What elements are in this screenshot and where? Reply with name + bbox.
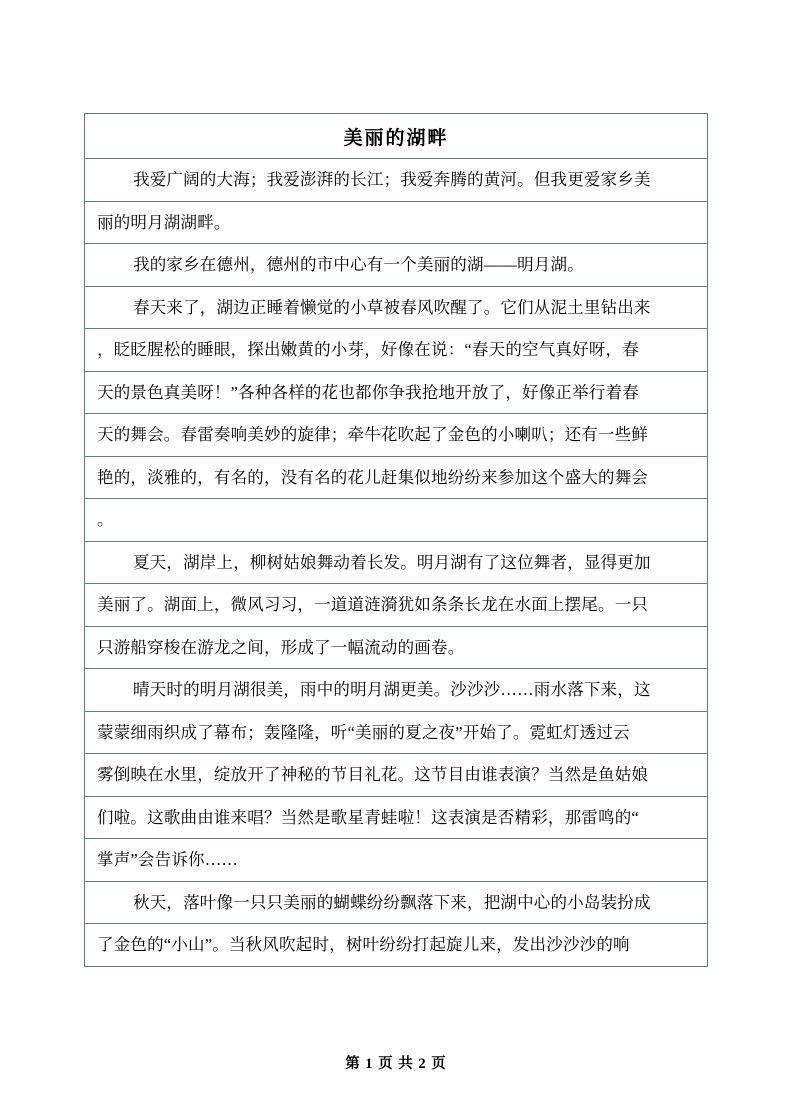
text-line — [85, 499, 707, 541]
paragraph-6 — [85, 881, 708, 966]
document-title: 美丽的湖畔 — [85, 114, 708, 159]
text-line — [85, 457, 707, 500]
text-line — [85, 287, 707, 330]
text-line — [85, 669, 707, 712]
table-row — [85, 881, 708, 966]
paragraph-body — [85, 159, 707, 243]
text-line — [85, 329, 707, 372]
table-row — [85, 669, 708, 882]
table-row-title — [85, 114, 708, 159]
page-footer: 第 1 页 共 2 页 — [345, 1056, 447, 1072]
line-text: 丽的明月湖湖畔。 — [97, 212, 231, 232]
table-row — [85, 541, 708, 669]
table-row — [85, 159, 708, 244]
table-row — [85, 244, 708, 287]
document-table — [84, 113, 708, 967]
text-line — [85, 712, 707, 755]
text-line — [85, 839, 707, 881]
text-line — [85, 627, 707, 669]
text-line — [85, 542, 707, 585]
text-line — [85, 924, 707, 966]
text-line — [85, 202, 707, 244]
line-text: 艳的，淡雅的，有名的，没有名的花儿赶集似地纷纷来参加这个盛大的舞会 — [97, 467, 649, 487]
text-line — [85, 882, 707, 925]
paragraph-body — [85, 244, 707, 286]
line-text: 。 — [97, 510, 114, 529]
text-line — [85, 159, 707, 202]
line-text: 掌声”会告诉你…… — [97, 850, 239, 869]
line-text: ，眨眨腥松的睡眼，探出嫩黄的小芽，好像在说：“春天的空气真好呀，春 — [97, 340, 639, 359]
line-text: 我的家乡在德州，德州的市中心有一个美丽的湖——明月湖。 — [133, 255, 584, 274]
line-text: 天的景色真美呀！”各种各样的花也都你争我抢地开放了，好像正举行着春 — [97, 382, 639, 402]
line-text: 们啦。这歌曲由谁来唱？当然是歌星青蛙啦！这表演是否精彩，那雷鸣的“ — [97, 807, 639, 827]
paragraph-2 — [85, 244, 708, 287]
line-text: 只游船穿梭在游龙之间，形成了一幅流动的画卷。 — [97, 637, 465, 657]
line-text: 雾倒映在水里，绽放开了神秘的节目礼花。这节目由谁表演？当然是鱼姑娘 — [97, 765, 649, 784]
line-text: 晴天时的明月湖很美，雨中的明月湖更美。沙沙沙……雨水落下来，这 — [133, 680, 651, 699]
paragraph-3 — [85, 286, 708, 541]
line-text: 蒙蒙细雨织成了幕布；轰隆隆，听“美丽的夏之夜”开始了。霓虹灯透过云 — [97, 722, 630, 742]
text-line — [85, 372, 707, 415]
paragraph-body — [85, 287, 707, 541]
text-line — [85, 797, 707, 840]
line-text: 秋天，落叶像一只只美丽的蝴蝶纷纷飘落下来，把湖中心的小岛装扮成 — [133, 892, 651, 912]
text-line — [85, 244, 707, 286]
line-text: 美丽了。湖面上，微风习习，一道道涟漪犹如条条长龙在水面上摆尾。一只 — [97, 595, 649, 614]
line-text: 春天来了，湖边正睡着懒觉的小草被春风吹醒了。它们从泥土里钻出来 — [133, 297, 651, 317]
line-text: 了金色的“小山”。当秋风吹起时，树叶纷纷打起旋儿来，发出沙沙沙的响 — [97, 935, 630, 954]
line-text: 夏天，湖岸上，柳树姑娘舞动着长发。明月湖有了这位舞者，显得更加 — [133, 552, 651, 572]
document-table-body — [85, 114, 708, 967]
paragraph-body — [85, 542, 707, 669]
text-line — [85, 584, 707, 627]
paragraph-4 — [85, 541, 708, 669]
table-row — [85, 286, 708, 541]
paragraph-1 — [85, 159, 708, 244]
line-text: 我爱广阔的大海；我爱澎湃的长江；我爱奔腾的黄河。但我更爱家乡美 — [133, 170, 651, 189]
line-text: 天的舞会。春雷奏响美妙的旋律；牵牛花吹起了金色的小喇叭；还有一些鲜 — [97, 425, 649, 444]
text-line — [85, 414, 707, 457]
paragraph-5 — [85, 669, 708, 882]
text-line — [85, 754, 707, 797]
paragraph-body — [85, 882, 707, 966]
paragraph-body — [85, 669, 707, 881]
